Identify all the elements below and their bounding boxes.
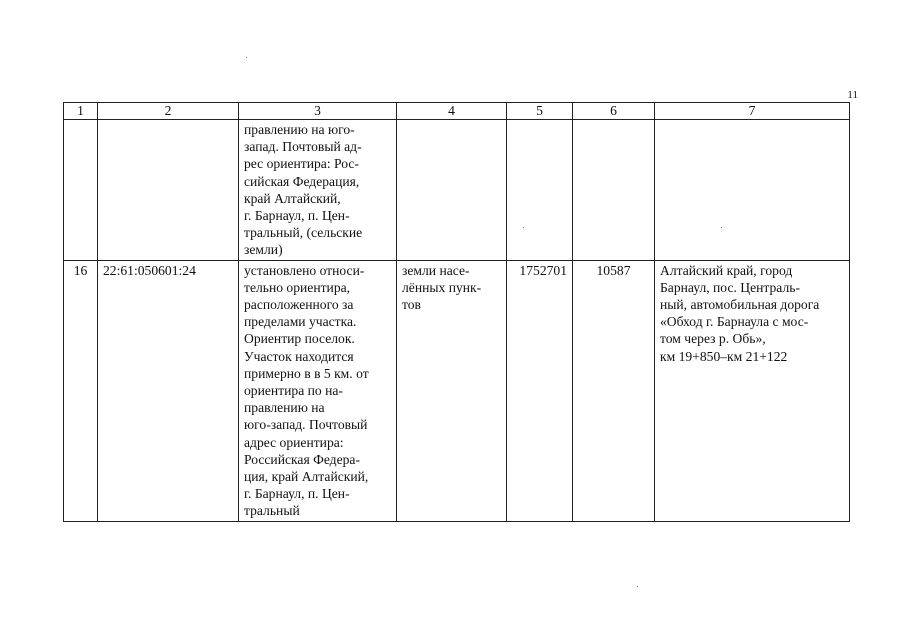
header-row <box>64 103 850 120</box>
cell-value: 10587 <box>573 260 655 521</box>
header-col-2: 2 <box>98 103 239 120</box>
scan-speck <box>246 57 247 58</box>
header-col-1: 1 <box>64 103 98 120</box>
cell-location: правлению на юго- запад. Почтовый ад- рес ориентира: Рос- сийская Федерация, край Алтайский, г. Барнаул, п. Цен- тральный, (сельские земли) <box>239 120 397 261</box>
land-plot-table <box>63 102 850 522</box>
table-row-16 <box>64 260 850 521</box>
land-plot-table-container <box>63 102 849 522</box>
header-col-6: 6 <box>573 103 655 120</box>
cell-area <box>507 120 573 261</box>
scan-speck <box>637 586 638 587</box>
cell-object-address <box>655 120 850 261</box>
header-col-4: 4 <box>397 103 507 120</box>
page-number: 11 <box>847 89 858 101</box>
cell-location: установлено относи- тельно ориентира, расположенного за пределами участка. Ориентир поселок. Участок находится примерно в в 5 км. от ориентира по на- правлению на юго-запад. Почтовый адрес ориентира: Российская Федера- ция, край Алтайский, г. Барнаул, п. Цен- тральный <box>239 260 397 521</box>
scan-speck <box>523 227 524 228</box>
cell-number <box>64 120 98 261</box>
cell-object-address: Алтайский край, город Барнаул, пос. Централь- ный, автомобильная дорога «Обход г. Барнаула с мос- том через р. Обь», км 19+850–км 21+122 <box>655 260 850 521</box>
cell-cadastral-number <box>98 120 239 261</box>
cell-land-category <box>397 120 507 261</box>
header-col-5: 5 <box>507 103 573 120</box>
cell-number: 16 <box>64 260 98 521</box>
cell-cadastral-number: 22:61:050601:24 <box>98 260 239 521</box>
scan-speck <box>721 227 722 228</box>
cell-land-category: земли насе- лённых пунк- тов <box>397 260 507 521</box>
table-row-continuation <box>64 120 850 261</box>
cell-area: 1752701 <box>507 260 573 521</box>
header-col-3: 3 <box>239 103 397 120</box>
cell-value <box>573 120 655 261</box>
header-col-7: 7 <box>655 103 850 120</box>
